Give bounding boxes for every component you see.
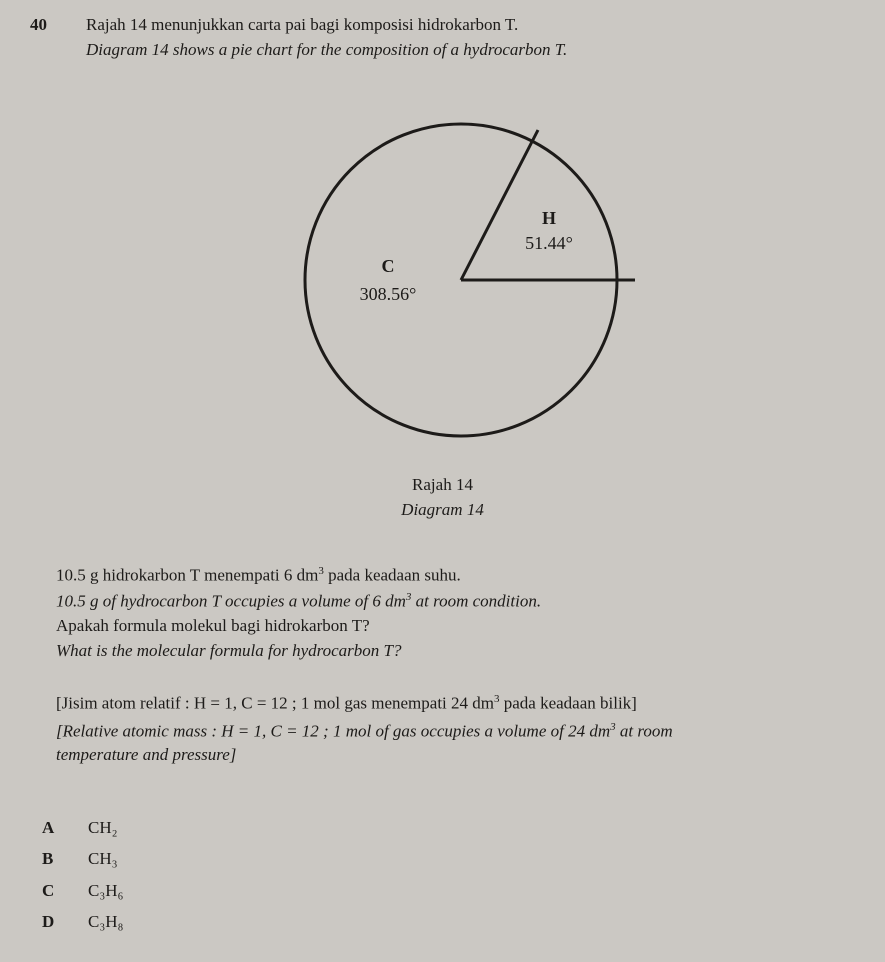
slice-label-h: H	[541, 208, 557, 228]
slice-divider-top	[461, 130, 538, 280]
note-english-2: temperature and pressure]	[56, 745, 237, 764]
option-c[interactable]	[42, 881, 123, 901]
option-letter: B	[42, 849, 54, 868]
body-line-3: Apakah formula molekul bagi hidrokarbon T?	[56, 616, 370, 635]
option-text: CH₂	[88, 818, 118, 837]
option-text: C₃H₈	[88, 912, 124, 931]
caption-english: Diagram 14	[401, 500, 484, 519]
option-letter: D	[42, 912, 55, 931]
slice-label-c: C	[381, 256, 395, 276]
body-line-1: 10.5 g hidrokarbon T menempati 6 $dm^3$ pada keadaan suhu.	[56, 565, 461, 585]
option-b[interactable]	[42, 849, 118, 869]
question-number: 40	[30, 15, 47, 34]
body-line-2: 10.5 g of hydrocarbon T occupies a volume of 6 $dm^3$ at room condition.	[56, 591, 542, 611]
slice-value-c: 308.56°	[359, 284, 417, 304]
option-d[interactable]	[42, 912, 123, 932]
stem-malay: Rajah 14 menunjukkan carta pai bagi komposisi hidrokarbon T.	[86, 15, 519, 34]
option-a[interactable]	[42, 818, 118, 838]
slice-value-h: 51.44°	[525, 233, 573, 253]
option-text: C₃H₆	[88, 881, 124, 900]
option-letter: C	[42, 881, 55, 900]
option-letter: A	[42, 818, 55, 837]
note-malay: [Jisim atom relatif : H = 1, C = 12 ; 1 mol gas menempati 24 $dm^3$ pada keadaan bilik]	[56, 693, 637, 713]
note-english: [Relative atomic mass : H = 1, C = 12 ; 1 mol of gas occupies a volume of 24 $dm^3$ at room	[56, 721, 673, 741]
body-line-4: What is the molecular formula for hydrocarbon T?	[56, 641, 402, 660]
stem-english: Diagram 14 shows a pie chart for the composition of a hydrocarbon T.	[86, 40, 568, 59]
option-text: CH₃	[88, 849, 118, 868]
caption-malay: Rajah 14	[412, 475, 473, 494]
pie-chart	[296, 120, 641, 450]
